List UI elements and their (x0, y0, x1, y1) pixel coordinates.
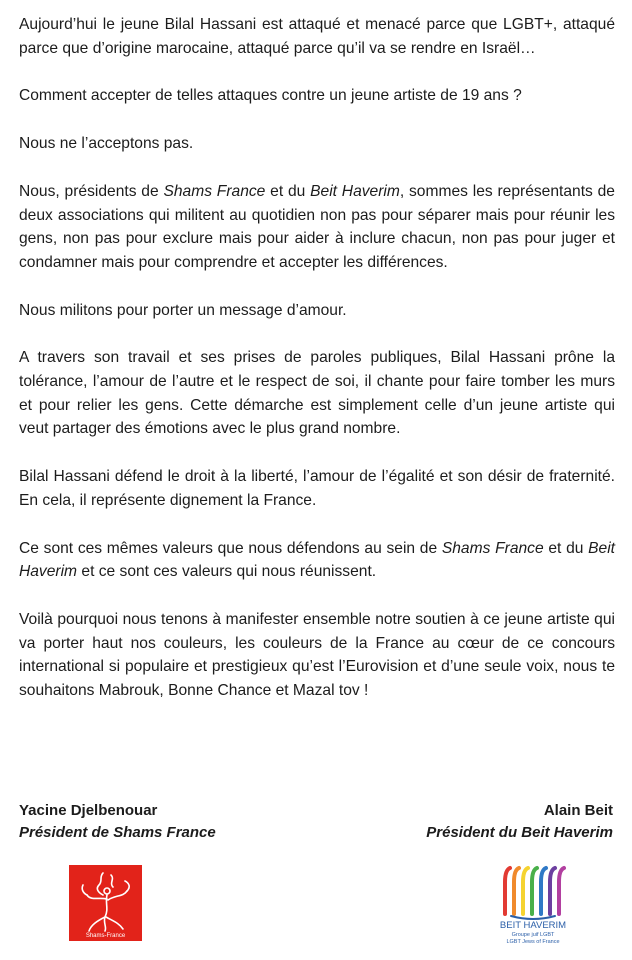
italic-text: Beit Haverim (310, 182, 400, 200)
signature-left (19, 800, 216, 844)
paragraph-text: Nous, présidents de (19, 182, 164, 200)
signature-block (19, 800, 613, 850)
letter-paragraph (19, 299, 615, 323)
paragraph-text: et ce sont ces valeurs qui nous réunissent. (77, 563, 377, 581)
paragraph-text: , sommes les représentants de deux associations qui militent au quotidien non pas pour séparer mais pour réunir les gens, non pas pour exclure mais pour aider à inclure chacun, non pas pour juger et condamner mais pour comprendre et accepter les différences. (19, 182, 615, 271)
signature-right (426, 800, 613, 844)
signature-right-name: Alain Beit (543, 802, 613, 819)
letter-paragraph (19, 608, 615, 703)
rainbow-branch (532, 868, 537, 914)
letter-paragraph (19, 84, 615, 108)
beit-haverim-logo-icon (497, 862, 569, 946)
rainbow-branch (505, 868, 510, 914)
letter-paragraph (19, 13, 615, 60)
signature-left-role: Président de Shams France (19, 824, 216, 841)
signature-right-role: Président du Beit Haverim (426, 824, 613, 841)
italic-text: Beit Haverim (19, 539, 615, 581)
paragraph-text: et du (543, 539, 589, 557)
rainbow-branch (541, 868, 546, 914)
rainbow-branch (550, 868, 555, 914)
letter-paragraph (19, 132, 615, 156)
beit-logo-subtitle-1: Groupe juif LGBT (511, 932, 555, 938)
italic-text: Shams France (163, 182, 266, 200)
letter-paragraphs (19, 13, 615, 703)
signature-left-name: Yacine Djelbenouar (19, 802, 158, 819)
rainbow-branch (559, 868, 564, 914)
paragraph-text: Voilà pourquoi nous tenons à manifester ensemble notre soutien à ce jeune artiste qui va porter haut nos couleurs, les couleurs de la France au cœur de ce concours international si populaire et prestigieux qu’est l’Eurovision et d’une seule voix, nous te souhaitons Mabrouk, Bonne Chance et Mazal tov ! (19, 610, 615, 700)
letter-paragraph (19, 180, 615, 275)
rainbow-branch (514, 868, 519, 914)
beit-logo-title: BEIT HAVERIM (499, 920, 567, 931)
paragraph-text: Comment accepter de telles attaques contre un jeune artiste de 19 ans ? (19, 87, 522, 105)
paragraph-text: Ce sont ces mêmes valeurs que nous défendons au sein de (19, 539, 442, 557)
beit-logo-subtitle-2: LGBT Jews of France (506, 939, 560, 945)
letter-paragraph (19, 346, 615, 441)
paragraph-text: Aujourd’hui le jeune Bilal Hassani est attaqué et menacé parce que LGBT+, attaqué parce que d’origine marocaine, attaqué parce qu’il va se rendre en Israël… (19, 16, 615, 57)
paragraph-text: Nous militons pour porter un message d’amour. (19, 301, 347, 319)
letter-paragraph (19, 465, 615, 512)
paragraph-text: Bilal Hassani défend le droit à la liberté, l’amour de l’égalité et son désir de fraternité. En cela, il représente dignement la France. (19, 468, 615, 509)
paragraph-text: Nous ne l’acceptons pas. (19, 135, 194, 153)
menorah-base (511, 916, 555, 919)
italic-text: Shams France (441, 539, 544, 557)
shams-france-logo-icon (69, 865, 142, 941)
rainbow-menorah-icon (505, 868, 564, 919)
paragraph-text: et du (265, 182, 311, 200)
rainbow-branch (523, 868, 528, 914)
shams-logo-caption: Shams-France (85, 933, 126, 939)
paragraph-text: A travers son travail et ses prises de paroles publiques, Bilal Hassani prône la tolérance, l’amour de l’autre et le respect de soi, il chante pour faire tomber les murs et pour relier les gens. Cette démarche est simplement celle d’un jeune artiste qui veut partager des émotions avec le plus grand nombre. (19, 349, 615, 438)
letter-paragraph (19, 537, 615, 584)
letter-body (19, 13, 615, 703)
